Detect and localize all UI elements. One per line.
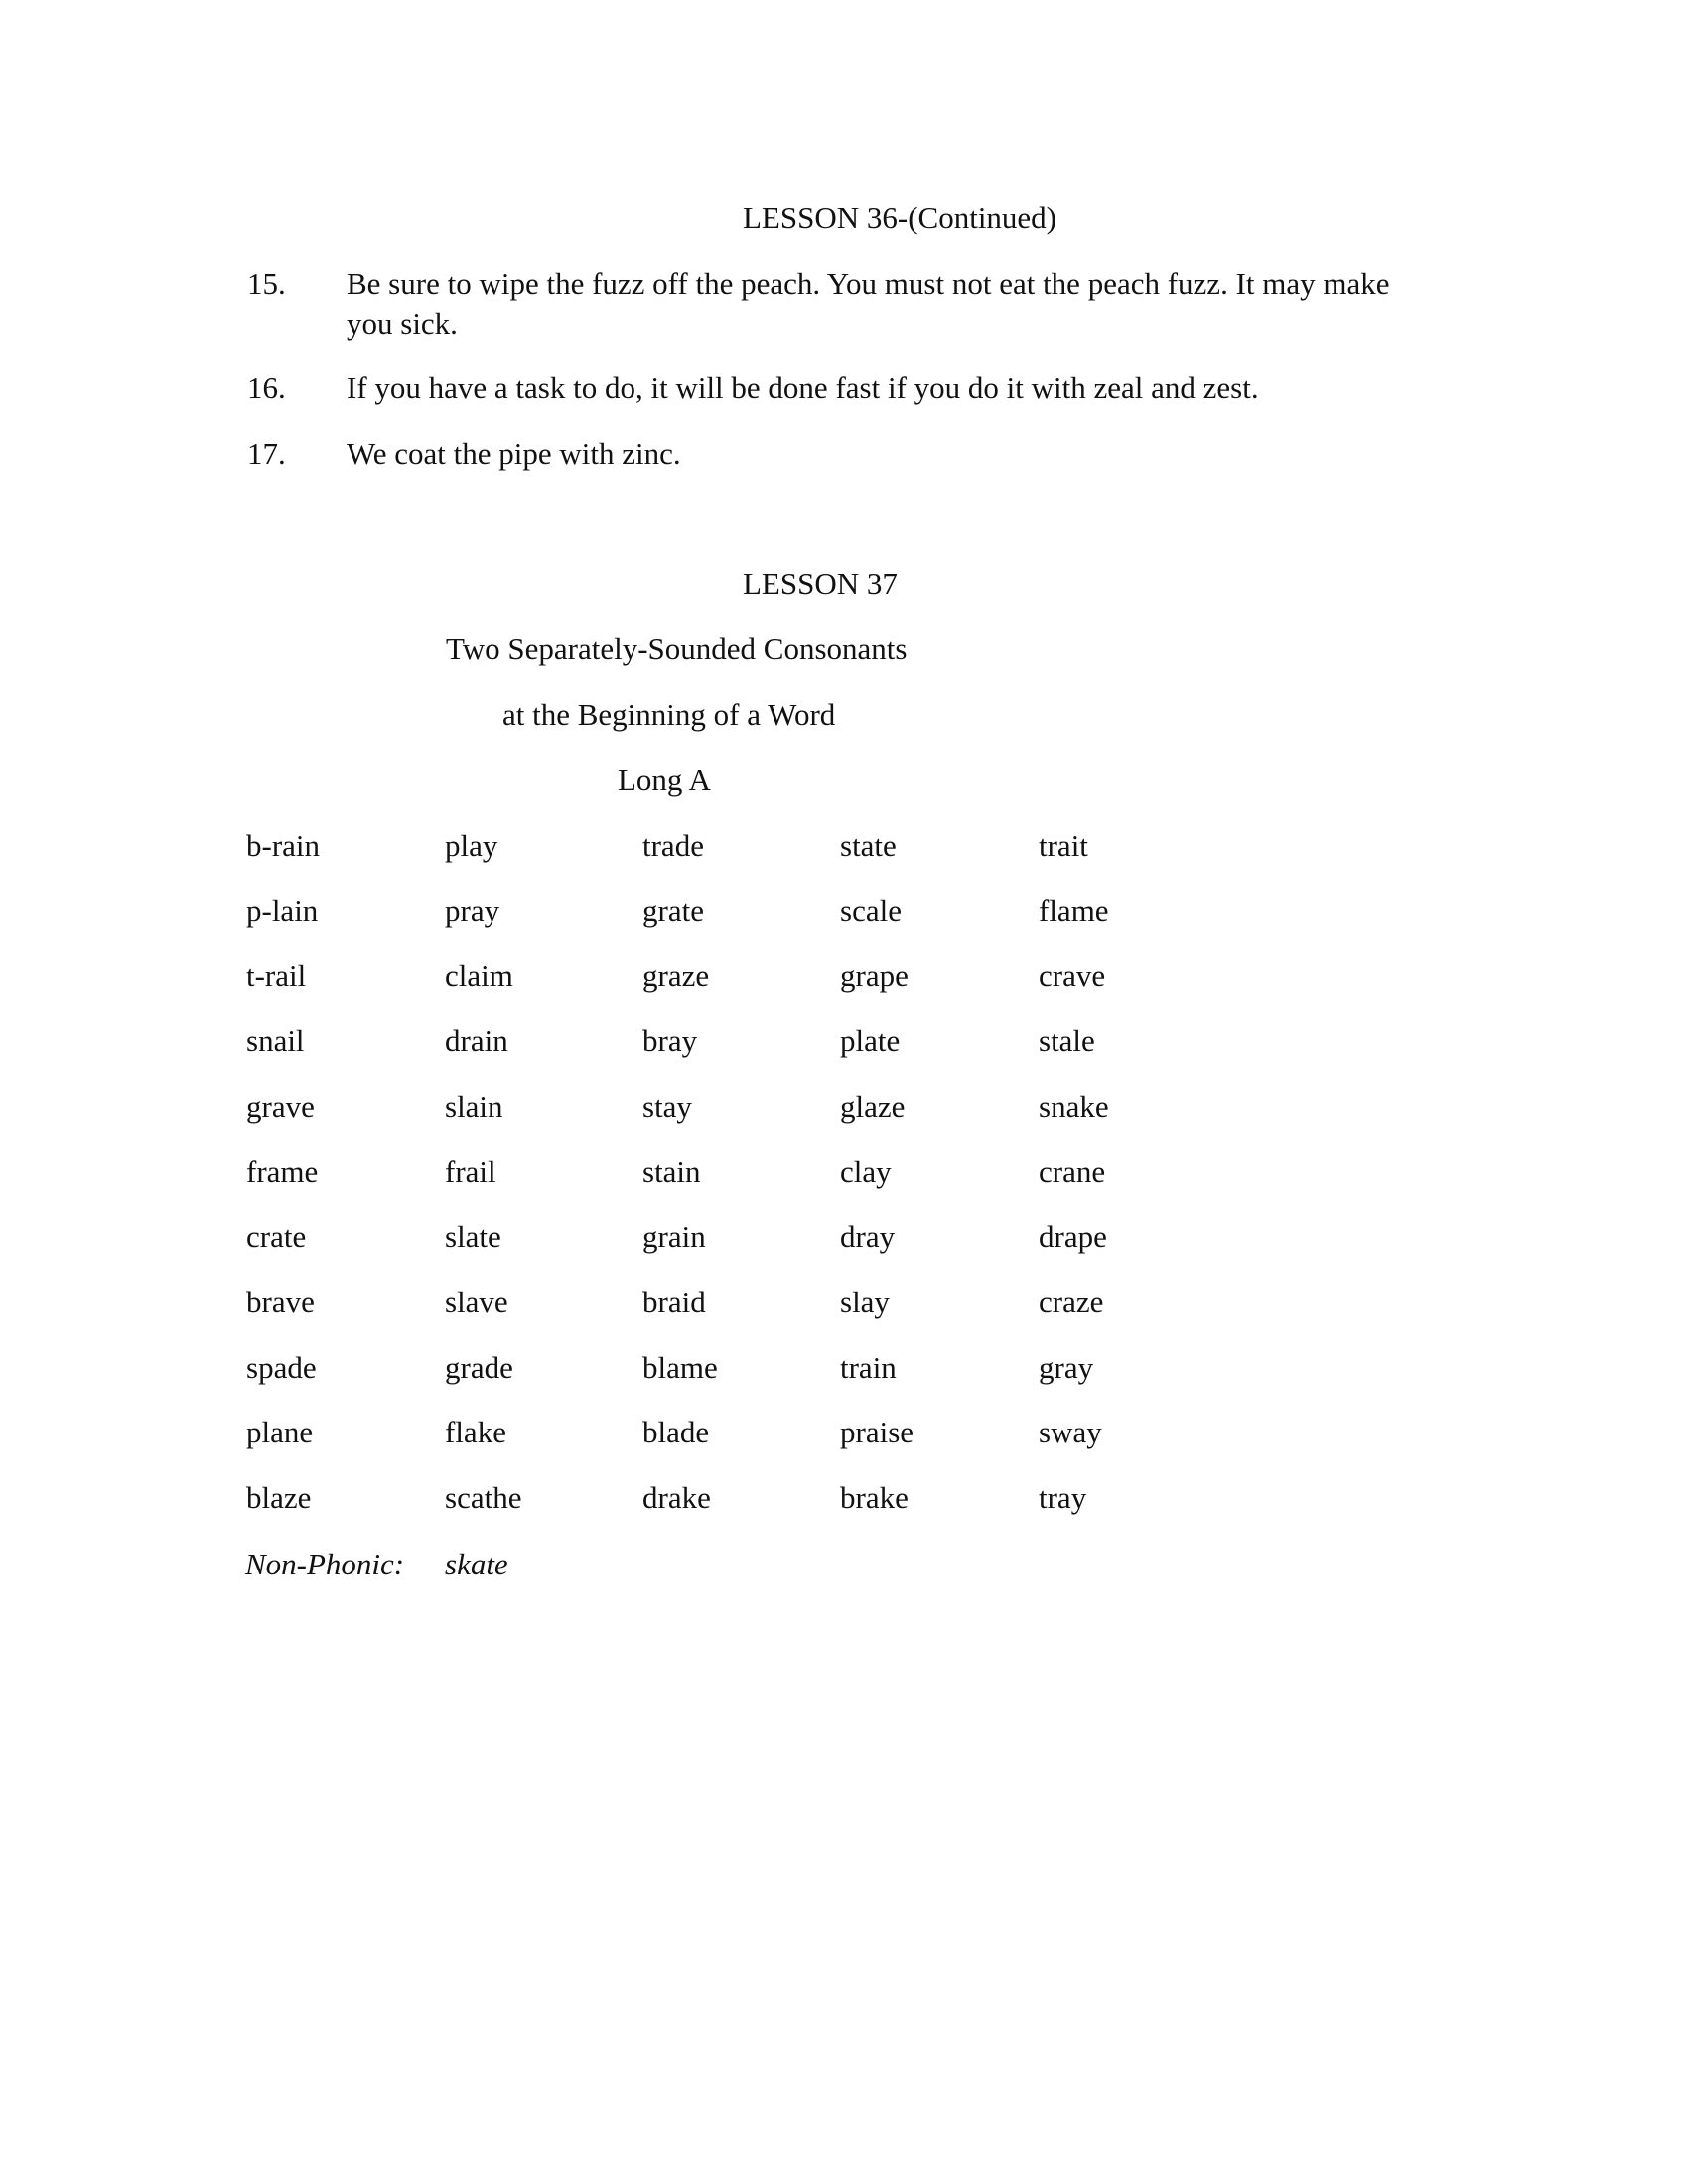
word-cell: slay bbox=[840, 1285, 890, 1319]
word-cell: flake bbox=[445, 1415, 506, 1449]
word-cell: state bbox=[840, 828, 897, 863]
lesson-36-heading: LESSON 36-(Continued) bbox=[743, 201, 1057, 235]
word-cell: brave bbox=[246, 1285, 315, 1319]
word-cell: grape bbox=[840, 958, 909, 993]
word-cell: grate bbox=[642, 893, 704, 928]
word-cell: brake bbox=[840, 1480, 909, 1515]
word-cell: tray bbox=[1039, 1480, 1087, 1515]
word-cell: drain bbox=[445, 1024, 508, 1058]
word-cell: frail bbox=[445, 1155, 496, 1189]
lesson-37-heading: LESSON 37 bbox=[743, 566, 898, 601]
word-cell: plane bbox=[246, 1415, 314, 1449]
word-cell: snake bbox=[1039, 1089, 1109, 1124]
word-cell: slain bbox=[445, 1089, 503, 1124]
word-cell: crave bbox=[1039, 958, 1106, 993]
word-cell: p-lain bbox=[246, 893, 319, 928]
word-cell: bray bbox=[642, 1024, 698, 1058]
word-cell: craze bbox=[1039, 1285, 1104, 1319]
word-cell: grain bbox=[642, 1219, 706, 1254]
word-cell: drake bbox=[642, 1480, 711, 1515]
word-cell: claim bbox=[445, 958, 513, 993]
word-cell: play bbox=[445, 828, 498, 863]
word-cell: trait bbox=[1039, 828, 1088, 863]
item-number: 16. bbox=[247, 370, 286, 405]
word-cell: spade bbox=[246, 1350, 317, 1385]
item-text: Be sure to wipe the fuzz off the peach. You must not eat the peach fuzz. It may make you sick. bbox=[347, 266, 1390, 341]
word-cell: train bbox=[840, 1350, 897, 1385]
word-cell: pray bbox=[445, 893, 500, 928]
item-text: We coat the pipe with zinc. bbox=[347, 436, 681, 471]
word-cell: frame bbox=[246, 1155, 319, 1189]
word-cell: crate bbox=[246, 1219, 307, 1254]
word-cell: blame bbox=[642, 1350, 718, 1385]
word-cell: scale bbox=[840, 893, 902, 928]
word-cell: glaze bbox=[840, 1089, 906, 1124]
lesson-37-subtitle-line-1: Two Separately-Sounded Consonants bbox=[446, 631, 908, 666]
word-cell: sway bbox=[1039, 1415, 1102, 1449]
word-cell: snail bbox=[246, 1024, 305, 1058]
word-cell: stain bbox=[642, 1155, 701, 1189]
word-cell: praise bbox=[840, 1415, 914, 1449]
word-cell: gray bbox=[1039, 1350, 1094, 1385]
word-cell: scathe bbox=[445, 1480, 522, 1515]
lesson-37-subtitle-line-2: at the Beginning of a Word bbox=[502, 697, 836, 732]
word-cell: braid bbox=[642, 1285, 706, 1319]
section-heading-long-a: Long A bbox=[618, 762, 711, 797]
item-text: If you have a task to do, it will be done fast if you do it with zeal and zest. bbox=[347, 370, 1259, 405]
word-cell: stale bbox=[1039, 1024, 1095, 1058]
word-cell: grade bbox=[445, 1350, 513, 1385]
word-cell: t-rail bbox=[246, 958, 307, 993]
word-cell: drape bbox=[1039, 1219, 1107, 1254]
word-cell: slate bbox=[445, 1219, 501, 1254]
word-cell: grave bbox=[246, 1089, 315, 1124]
word-cell: stay bbox=[642, 1089, 692, 1124]
word-cell: flame bbox=[1039, 893, 1109, 928]
word-cell: blaze bbox=[246, 1480, 312, 1515]
word-cell: dray bbox=[840, 1219, 896, 1254]
non-phonic-word: skate bbox=[445, 1547, 508, 1581]
word-cell: clay bbox=[840, 1155, 892, 1189]
item-number: 15. bbox=[247, 266, 286, 301]
word-cell: graze bbox=[642, 958, 710, 993]
item-number: 17. bbox=[247, 436, 286, 471]
word-cell: slave bbox=[445, 1285, 508, 1319]
non-phonic-label: Non-Phonic: bbox=[245, 1547, 405, 1581]
word-cell: blade bbox=[642, 1415, 710, 1449]
word-cell: trade bbox=[642, 828, 704, 863]
word-cell: crane bbox=[1039, 1155, 1106, 1189]
word-cell: b-rain bbox=[246, 828, 321, 863]
word-cell: plate bbox=[840, 1024, 901, 1058]
